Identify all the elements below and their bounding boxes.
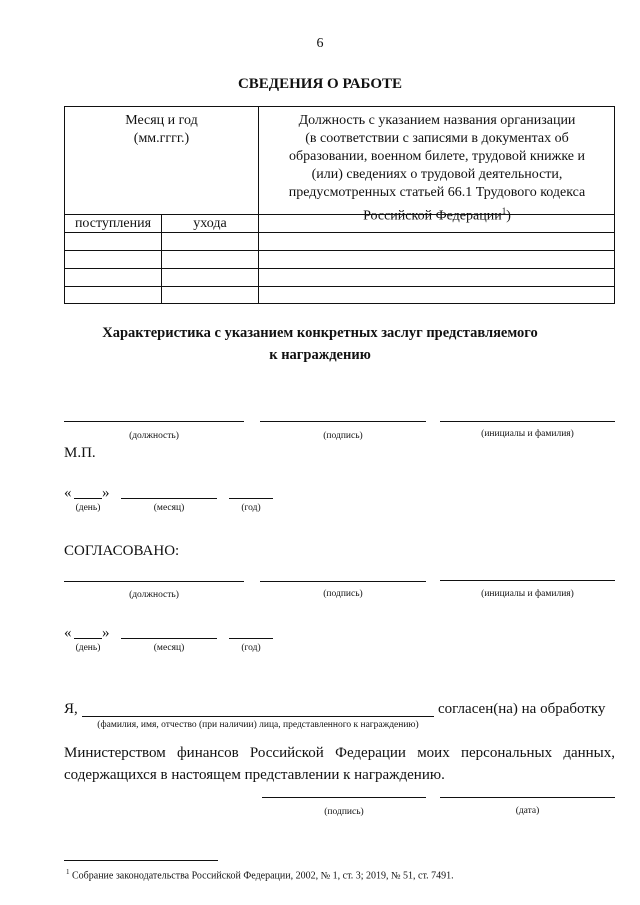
name-line [440, 421, 615, 422]
end-subheader: ухода [193, 216, 227, 231]
position-line [64, 581, 244, 582]
footnote-reference: 1 [501, 206, 507, 216]
table-vline-date-position [258, 107, 259, 304]
year-line [229, 638, 273, 639]
name-caption: (инициалы и фамилия) [481, 429, 574, 439]
signature-line [260, 581, 426, 582]
year-caption: (год) [241, 503, 261, 513]
date-column-header [65, 112, 258, 148]
month-caption: (месяц) [153, 643, 185, 653]
position-header-line: (в соответствии с записями в документах об [305, 131, 569, 146]
table-row [65, 286, 614, 287]
work-table [64, 106, 615, 304]
position-header-text: Российской Федерации [363, 208, 502, 224]
day-caption: (день) [75, 643, 101, 653]
characteristic-heading [0, 322, 640, 366]
month-caption: (месяц) [153, 503, 185, 513]
position-header-last-line [261, 202, 613, 226]
consent-date-caption: (дата) [515, 806, 540, 816]
quote-close: » [102, 625, 110, 641]
consent-name-line [82, 716, 434, 717]
table-row [65, 268, 614, 269]
table-row [65, 250, 614, 251]
work-section-title: СВЕДЕНИЯ О РАБОТЕ [237, 76, 403, 92]
start-subheader: поступления [74, 216, 152, 231]
position-header-line: Должность с указанием названия организации [298, 113, 576, 128]
quote-open: « [64, 625, 72, 641]
stamp-label: М.П. [64, 445, 96, 461]
agreed-label: СОГЛАСОВАНО: [64, 543, 180, 559]
year-line [229, 498, 273, 499]
consent-date-line [440, 797, 615, 798]
position-header-line: образовании, военном билете, трудовой книжке и [289, 149, 585, 164]
footnote-mark: 1 [66, 868, 70, 876]
month-line [121, 498, 217, 499]
characteristic-line2: к награждению [269, 347, 371, 363]
consent-suffix: согласен(на) на обработку [438, 701, 606, 717]
day-line [74, 638, 102, 639]
position-caption: (должность) [129, 590, 179, 600]
page-number: 6 [316, 36, 324, 51]
signature-caption: (подпись) [323, 431, 363, 441]
footnote-reference-paren: ) [506, 208, 511, 224]
signature-caption: (подпись) [323, 589, 363, 599]
date-header-line2: (мм.гггг.) [133, 131, 190, 146]
consent-name-caption: (фамилия, имя, отчество (при наличии) лица, представленного к награждению) [97, 720, 419, 730]
day-caption: (день) [75, 503, 101, 513]
position-header-line: предусмотренных статьей 66.1 Трудового кодекса [288, 185, 586, 200]
consent-prefix: Я, [64, 701, 78, 717]
year-caption: (год) [241, 643, 261, 653]
position-line [64, 421, 244, 422]
position-header-line: (или) сведениях о трудовой деятельности, [311, 167, 563, 182]
name-line [440, 580, 615, 581]
consent-signature-caption: (подпись) [324, 807, 364, 817]
footnote-separator [64, 860, 218, 861]
name-caption: (инициалы и фамилия) [481, 589, 574, 599]
position-column-header [261, 112, 613, 226]
day-line [74, 498, 102, 499]
signature-line [260, 421, 426, 422]
footnote [66, 868, 454, 881]
quote-close: » [102, 485, 110, 501]
consent-signature-line [262, 797, 426, 798]
date-header-line1: Месяц и год [125, 113, 198, 128]
footnote-text: Собрание законодательства Российской Федерации, 2002, № 1, ст. 3; 2019, № 51, ст. 7491. [72, 870, 454, 882]
quote-open: « [64, 485, 72, 501]
month-line [121, 638, 217, 639]
position-caption: (должность) [129, 431, 179, 441]
consent-paragraph: Министерством финансов Российской Федерации моих персональных данных, содержащихся в настоящем представлении к награждению. [64, 745, 615, 783]
characteristic-line1: Характеристика с указанием конкретных заслуг представляемого [102, 325, 538, 341]
